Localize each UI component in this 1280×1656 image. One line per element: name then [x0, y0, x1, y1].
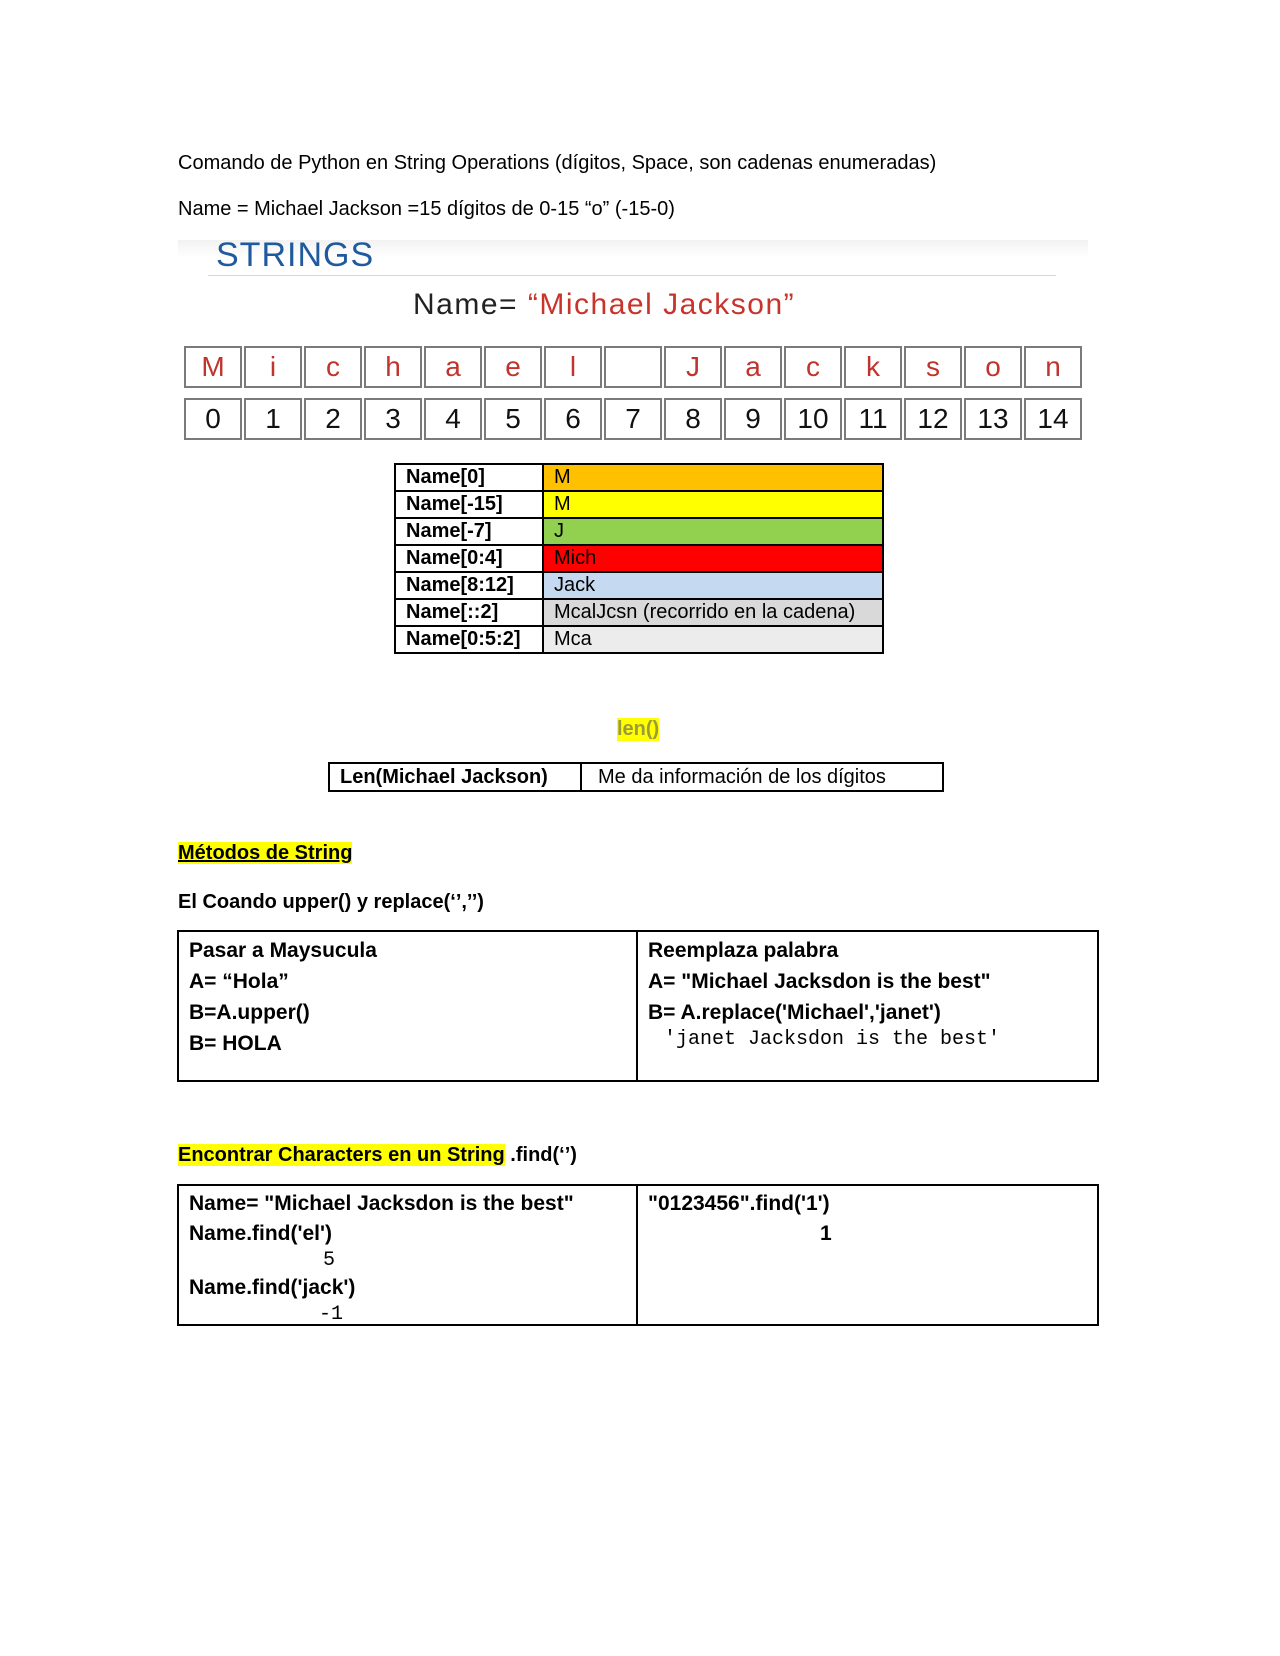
- slicing-row: [395, 518, 883, 545]
- slicing-expr: Name[8:12]: [395, 572, 543, 599]
- len-expr: Len(Michael Jackson): [329, 763, 581, 791]
- index-cells-row: [184, 398, 1084, 440]
- index-cell: 6: [544, 398, 602, 440]
- slicing-row: [395, 491, 883, 518]
- replace-line-2: B= A.replace('Michael','janet'): [648, 1001, 941, 1024]
- slicing-row: [395, 599, 883, 626]
- slicing-result: Jack: [543, 572, 883, 599]
- char-cell: n: [1024, 346, 1082, 388]
- slicing-result: Mca: [543, 626, 883, 653]
- upper-title: Pasar a Maysucula: [189, 939, 377, 962]
- intro-line-1: Comando de Python en String Operations (dígitos, Space, son cadenas enumeradas): [178, 152, 937, 174]
- len-table: [328, 762, 944, 792]
- find-left-cell: [177, 1184, 638, 1326]
- replace-output: 'janet Jacksdon is the best': [664, 1028, 1001, 1051]
- strings-figure: [178, 236, 1088, 445]
- find-right-line-1: "0123456".find('1'): [648, 1192, 830, 1215]
- slicing-expr: Name[-15]: [395, 491, 543, 518]
- index-cell: 3: [364, 398, 422, 440]
- char-cell: c: [304, 346, 362, 388]
- replace-title: Reemplaza palabra: [648, 939, 839, 962]
- find-right-cell: [638, 1184, 1099, 1326]
- replace-line-1: A= "Michael Jacksdon is the best": [648, 970, 991, 993]
- index-cell: 5: [484, 398, 542, 440]
- methods-box: [177, 930, 1099, 1082]
- slicing-result: M: [543, 491, 883, 518]
- slicing-result: J: [543, 518, 883, 545]
- char-cell: J: [664, 346, 722, 388]
- index-cell: 1: [244, 398, 302, 440]
- index-cell: 0: [184, 398, 242, 440]
- index-cell: 4: [424, 398, 482, 440]
- char-cell: s: [904, 346, 962, 388]
- intro-line-2: Name = Michael Jackson =15 dígitos de 0-15 “o” (-15-0): [178, 198, 675, 220]
- slicing-result: M: [543, 464, 883, 491]
- slicing-expr: Name[0:4]: [395, 545, 543, 572]
- char-cell: h: [364, 346, 422, 388]
- slicing-row: [395, 545, 883, 572]
- index-cell: 2: [304, 398, 362, 440]
- char-cell: c: [784, 346, 842, 388]
- char-cells-row: [184, 346, 1084, 388]
- figure-title: STRINGS: [216, 236, 375, 274]
- figure-divider: [208, 275, 1056, 276]
- find-right-output: 1: [820, 1222, 832, 1245]
- find-left-output-2: -1: [319, 1303, 344, 1326]
- find-heading: [178, 1143, 577, 1167]
- char-cell: [604, 346, 662, 388]
- find-left-output-1: 5: [323, 1249, 336, 1272]
- char-cell: l: [544, 346, 602, 388]
- index-cell: 8: [664, 398, 722, 440]
- index-cell: 13: [964, 398, 1022, 440]
- char-cell: a: [424, 346, 482, 388]
- find-box: [177, 1184, 1099, 1326]
- find-left-line-2: Name.find('el'): [189, 1222, 333, 1245]
- methods-heading: [178, 841, 352, 865]
- char-cell: M: [184, 346, 242, 388]
- slicing-row: [395, 626, 883, 653]
- slicing-row: [395, 464, 883, 491]
- char-cell: a: [724, 346, 782, 388]
- char-cell: e: [484, 346, 542, 388]
- slicing-row: [395, 572, 883, 599]
- char-cell: i: [244, 346, 302, 388]
- slicing-expr: Name[::2]: [395, 599, 543, 626]
- slicing-expr: Name[-7]: [395, 518, 543, 545]
- len-label: len(): [617, 718, 660, 740]
- slicing-result: McalJcsn (recorrido en la cadena): [543, 599, 883, 626]
- index-cell: 7: [604, 398, 662, 440]
- find-heading-text: Encontrar Characters en un String: [178, 1144, 505, 1166]
- len-desc: Me da información de los dígitos: [581, 763, 943, 791]
- char-cell: k: [844, 346, 902, 388]
- figure-name-label: Name=: [413, 288, 519, 321]
- slicing-expr: Name[0]: [395, 464, 543, 491]
- upper-cell: [177, 930, 638, 1082]
- upper-line-1: A= “Hola”: [189, 970, 289, 993]
- methods-subheading: El Coando upper() y replace(‘’,’’): [178, 891, 484, 913]
- slicing-table: [394, 463, 884, 654]
- find-left-line-3: Name.find('jack'): [189, 1276, 356, 1299]
- index-cell: 12: [904, 398, 962, 440]
- len-row: [329, 763, 943, 791]
- methods-heading-text: Métodos de String: [178, 842, 353, 864]
- index-cell: 10: [784, 398, 842, 440]
- upper-line-3: B= HOLA: [189, 1032, 282, 1055]
- replace-cell: [638, 930, 1099, 1082]
- slicing-expr: Name[0:5:2]: [395, 626, 543, 653]
- index-cell: 11: [844, 398, 902, 440]
- upper-line-2: B=A.upper(): [189, 1001, 310, 1024]
- index-cell: 9: [724, 398, 782, 440]
- slicing-result: Mich: [543, 545, 883, 572]
- char-cell: o: [964, 346, 1022, 388]
- figure-name-line: [413, 288, 795, 322]
- find-heading-suffix: .find(‘’): [504, 1144, 577, 1166]
- find-left-line-1: Name= "Michael Jacksdon is the best": [189, 1192, 574, 1215]
- figure-name-value: “Michael Jackson”: [527, 288, 796, 321]
- index-cell: 14: [1024, 398, 1082, 440]
